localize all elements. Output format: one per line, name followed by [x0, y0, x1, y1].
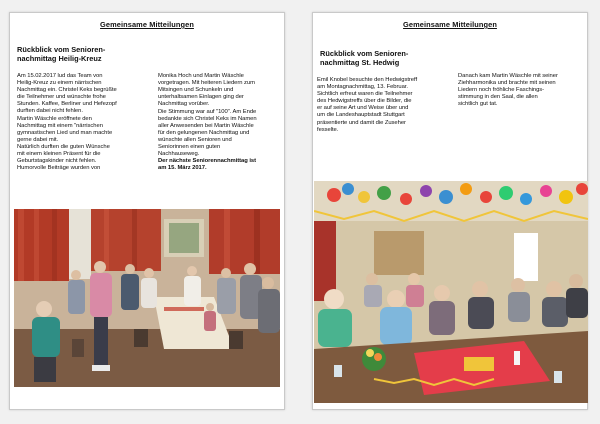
- event-photo-st-hedwig: [314, 181, 588, 403]
- page-header: Gemeinsame Mitteilungen: [100, 20, 194, 29]
- page-header: Gemeinsame Mitteilungen: [403, 20, 497, 29]
- page-st-hedwig: [312, 12, 588, 410]
- article-column-2-text: Monika Hoch und Martin Wäschle vorgetragen. Mit heiteren Liedern zum Mitsingen und Schunkeln und unterhaltsamen Einlagen ging der Nachmittag vorüber. Die Stimmung war auf "100". Am Ende bedankte sich Christel Keks im Namen aller Anwesenden bei Martin Wäschle für den gelungenen Nachmittag und wünschte allen Senioren und Seniorinnen einen guten Nachhauseweg.: [158, 73, 257, 158]
- article-column-2: [158, 66, 284, 172]
- article-column-1: Am 15.02.2017 lud das Team von Heilig-Kreuz zu einem närrischen Nachmittag ein. Christel Keks begrüßte die Teilnehmer und wünschte frohe Stunden. Kaffee, Berliner und Hefezopf durften dabei nicht fehlen. Martin Wäschle eröffnete den Nachmittag mit einem "närrischen gymnastischen Lied und man machte gerne dabei mit. Natürlich durften die guten Wünsche mit einem kleinen Präsent für die Geburtstagskinder nicht fehlen. Humorvolle Beiträge wurden von: [17, 73, 117, 172]
- article-column-2: Danach kam Martin Wäschle mit seiner Ziehharmonika und brachte mit seinen Liedern noch fröhliche Faschings- stimmung in den Saal, die allen sichtlich gut tat.: [458, 73, 558, 108]
- page-heilig-kreuz: [9, 12, 285, 410]
- event-photo-heilig-kreuz: [14, 209, 280, 387]
- next-meeting-notice: Der nächste Seniorennachmittag ist am 15. März 2017.: [158, 158, 256, 172]
- article-title: Rückblick vom Senioren- nachmittag Heilig-Kreuz: [17, 45, 106, 64]
- article-column-1: Emil Knobel besuchte den Hedwigstreff am Montagnachmittag, 13. Februar. Sichtlich erfreut waren die Teilnehmer des Hedwigstreffs über die Bilder, die er auf seine Art und Weise über und um die Landeshauptstadt Stuttgart präsentierte und damit die Zuseher fesselte.: [317, 77, 418, 133]
- article-title: Rückblick vom Senioren- nachmittag St. Hedwig: [320, 49, 409, 68]
